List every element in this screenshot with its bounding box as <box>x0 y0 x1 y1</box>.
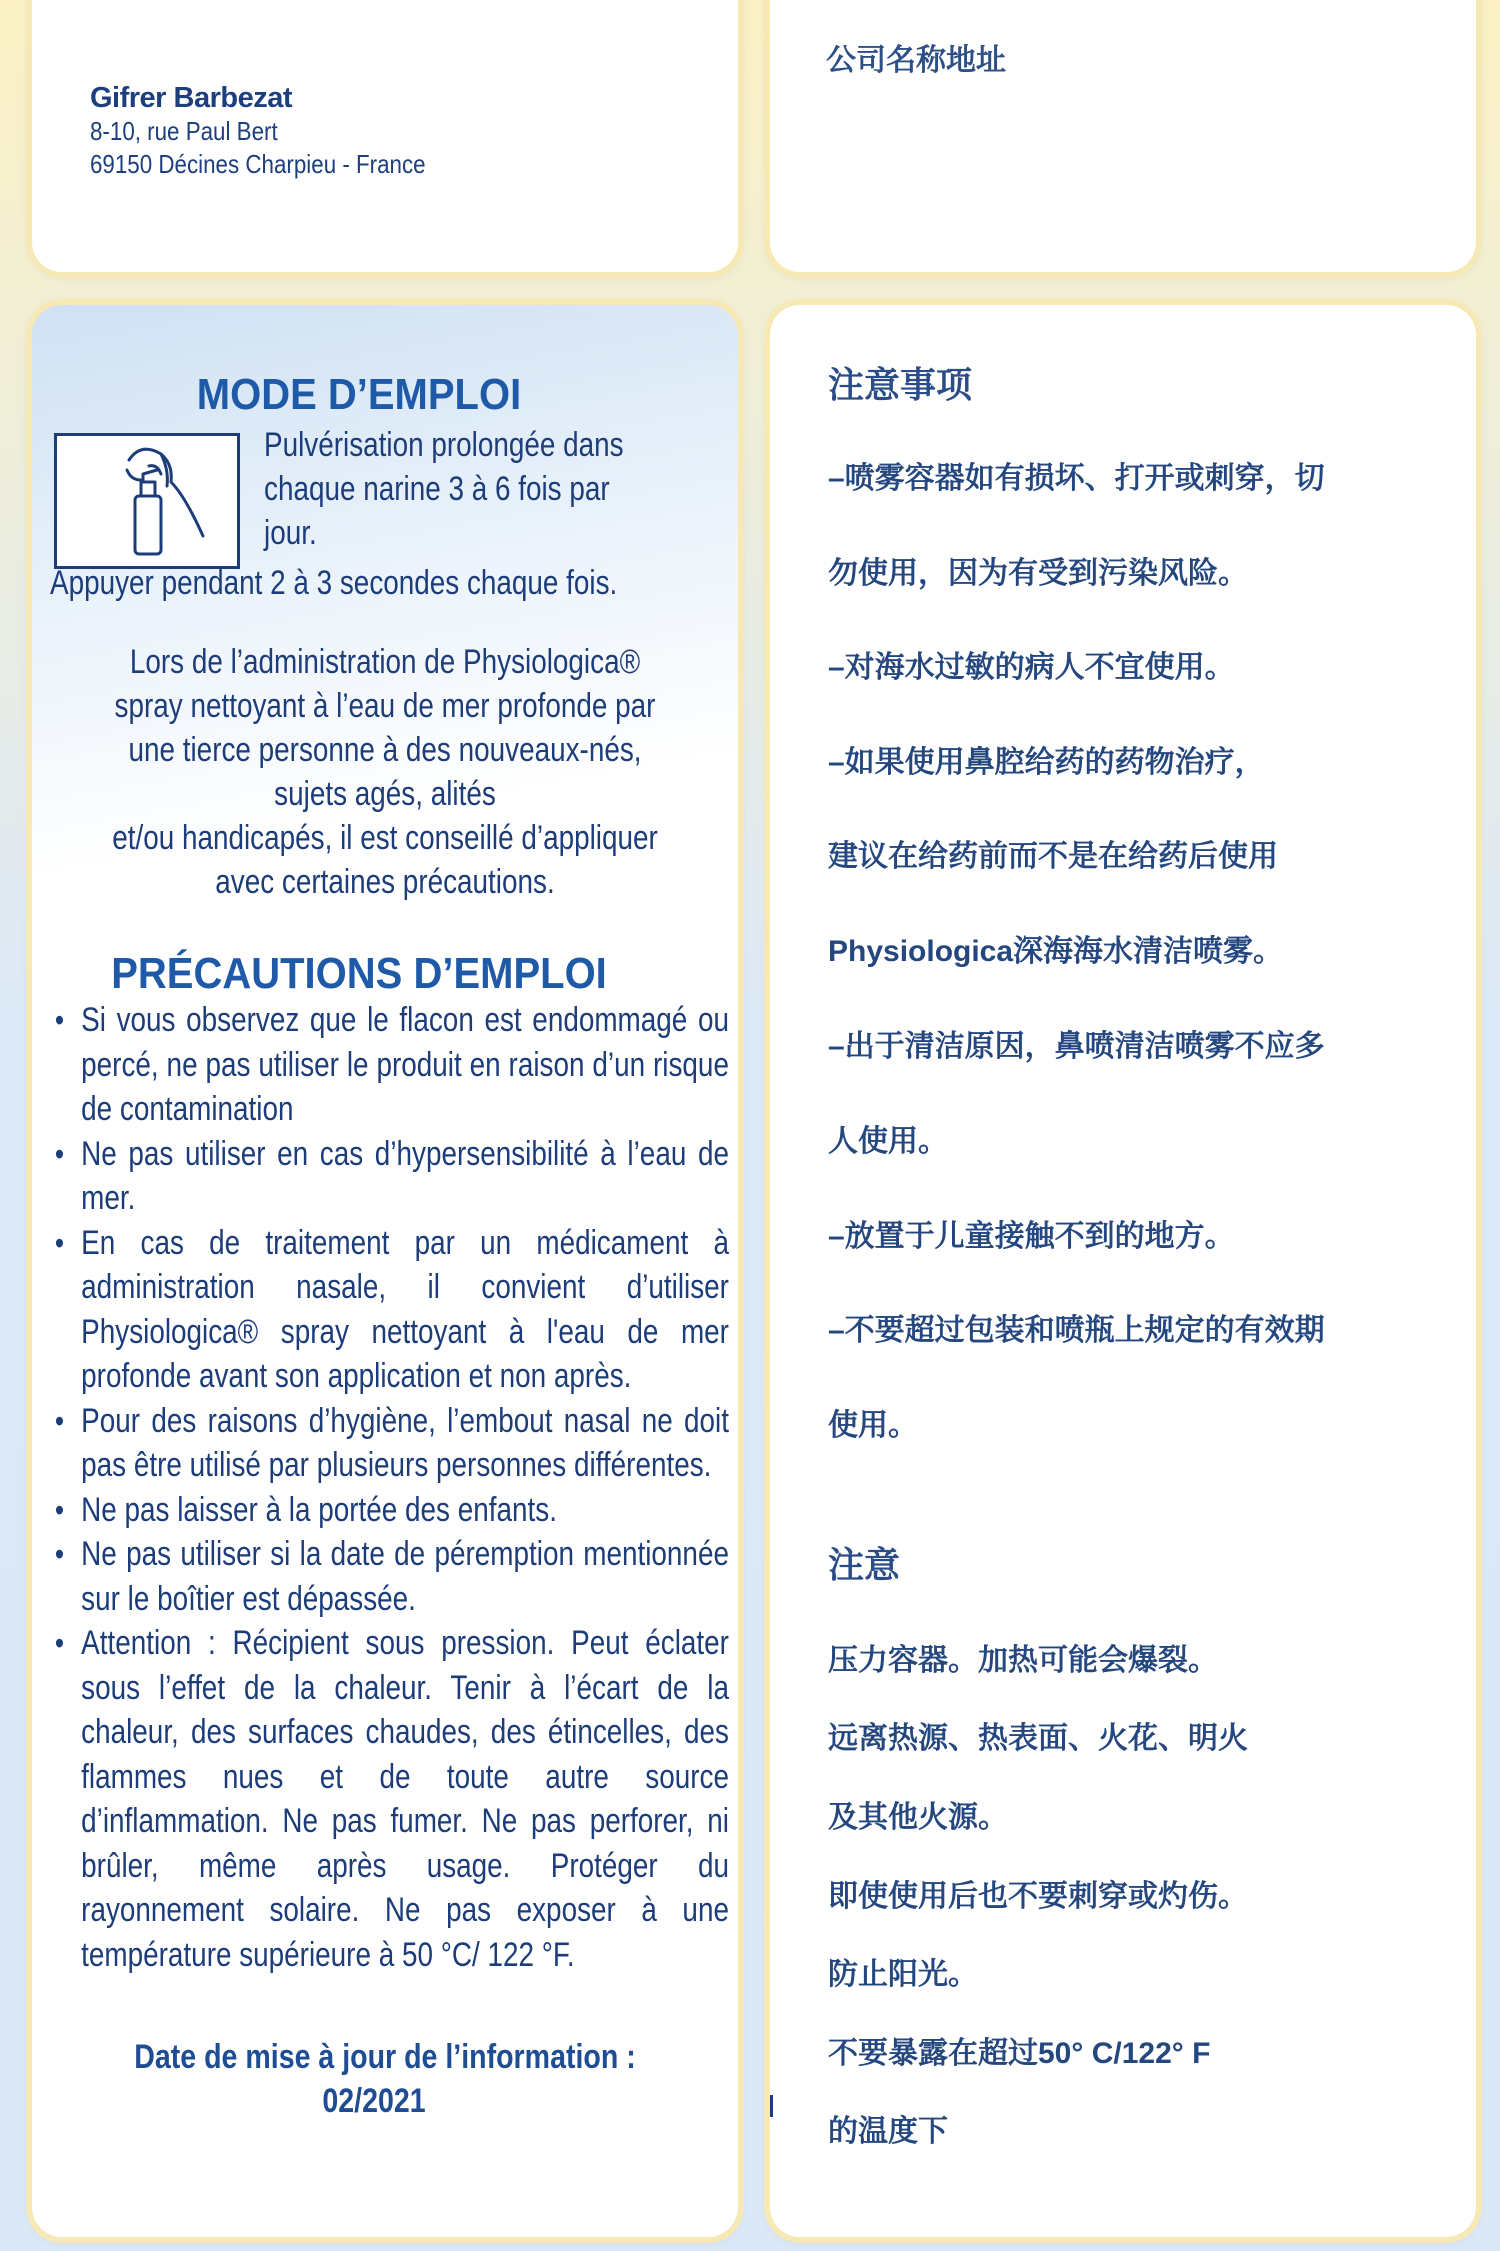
cn-address-label: 公司名称地址 <box>826 44 1006 77</box>
warning-line: 的温度下 <box>828 2115 948 2148</box>
caution-line: –喷雾容器如有损坏、打开或刺穿，切 <box>828 462 1325 495</box>
mode-line-3: jour. <box>264 514 317 552</box>
cn-address-panel <box>770 0 1476 272</box>
company-name: Gifrer Barbezat <box>90 82 293 114</box>
precautions-list <box>50 998 738 1977</box>
address-panel <box>32 0 738 272</box>
precaution-item: • Si vous observez que le flacon est endommagé ou percé, ne pas utiliser le produit en raison d’un risque de contamination <box>50 998 729 1132</box>
caution-line: Physiologica深海海水清洁喷雾。 <box>828 935 1284 968</box>
caution-line: –放置于儿童接触不到的地方。 <box>828 1220 1235 1253</box>
company-address <box>90 82 480 181</box>
address-street: 8-10, rue Paul Bert <box>90 116 278 146</box>
caution-line: 建议在给药前而不是在给药后使用 <box>828 840 1278 873</box>
precaution-item: • Pour des raisons d’hygiène, l’embout nasal ne doit pas être utilisé par plusieurs personnes différentes. <box>50 1399 729 1488</box>
press-duration-text: Appuyer pendant 2 à 3 secondes chaque fois. <box>50 564 618 602</box>
precaution-item: • En cas de traitement par un médicament à administration nasale, il convient d’utiliser Physiologica® spray nettoyant à l'eau de mer profonde avant son application et non après. <box>50 1221 729 1399</box>
chinese-instructions-panel <box>770 305 1476 2237</box>
admin-line-2: spray nettoyant à l’eau de mer profonde par <box>114 687 656 725</box>
warning-line: 不要暴露在超过50° C/122° F <box>828 2037 1211 2070</box>
caution-line: 人使用。 <box>828 1125 948 1158</box>
admin-line-6: avec certaines précautions. <box>215 863 555 901</box>
divider-tick <box>770 2095 773 2117</box>
precaution-item: • Ne pas utiliser en cas d’hypersensibilité à l’eau de mer. <box>50 1132 729 1221</box>
caution-line: 使用。 <box>828 1409 918 1442</box>
mode-emploi-title: MODE D’EMPLOI <box>196 371 522 419</box>
administration-note <box>32 640 738 904</box>
caution-line: 勿使用，因为有受到污染风险。 <box>828 557 1248 590</box>
admin-line-1: Lors de l’administration de Physiologica® <box>129 643 641 681</box>
caution-line: –不要超过包装和喷瓶上规定的有效期 <box>828 1314 1325 1347</box>
precaution-item: • Attention : Récipient sous pression. Peut éclater sous l’effet de la chaleur. Tenir à l’écart de la chaleur, des surfaces chaudes, des étincelles, des flammes nues et de toute autre source d’inflammation. Ne pas fumer. Ne pas perforer, ni brûler, même après usage. Protéger du rayonnement solaire. Ne pas exposer à une température supérieure à 50 °C/ 122 °F. <box>50 1621 729 1977</box>
admin-line-5: et/ou handicapés, il est conseillé d’appliquer <box>112 819 658 857</box>
admin-line-4: sujets agés, alités <box>274 775 496 813</box>
caution-title: 注意事项 <box>828 364 973 405</box>
warning-title: 注意 <box>828 1544 901 1585</box>
admin-line-3: une tierce personne à des nouveaux-nés, <box>128 731 642 769</box>
caution-line: –出于清洁原因，鼻喷清洁喷雾不应多 <box>828 1030 1325 1063</box>
caution-line: –如果使用鼻腔给药的药物治疗， <box>828 746 1265 779</box>
address-city: 69150 Décines Charpieu - France <box>90 149 426 179</box>
warning-line: 即使使用后也不要刺穿或灼伤。 <box>828 1880 1248 1913</box>
precaution-item: • Ne pas utiliser si la date de péremption mentionnée sur le boîtier est dépassée. <box>50 1532 729 1621</box>
warning-line: 远离热源、热表面、火花、明火 <box>828 1722 1248 1755</box>
mode-instructions <box>264 423 703 555</box>
update-date-value: 02/2021 <box>322 2082 426 2120</box>
update-date-label: Date de mise à jour de l’information : <box>134 2038 636 2076</box>
warning-line: 压力容器。加热可能会爆裂。 <box>828 1644 1218 1677</box>
warning-line: 防止阳光。 <box>828 1958 978 1991</box>
french-instructions-panel <box>32 305 738 2237</box>
precautions-title: PRÉCAUTIONS D’EMPLOI <box>111 950 607 998</box>
spray-hand-icon <box>54 433 240 569</box>
mode-line-1: Pulvérisation prolongée dans <box>264 426 624 464</box>
precaution-item: • Ne pas laisser à la portée des enfants. <box>50 1488 729 1533</box>
update-date <box>32 2035 738 2123</box>
mode-line-2: chaque narine 3 à 6 fois par <box>264 470 610 508</box>
warning-line: 及其他火源。 <box>828 1801 1008 1834</box>
caution-line: –对海水过敏的病人不宜使用。 <box>828 651 1235 684</box>
